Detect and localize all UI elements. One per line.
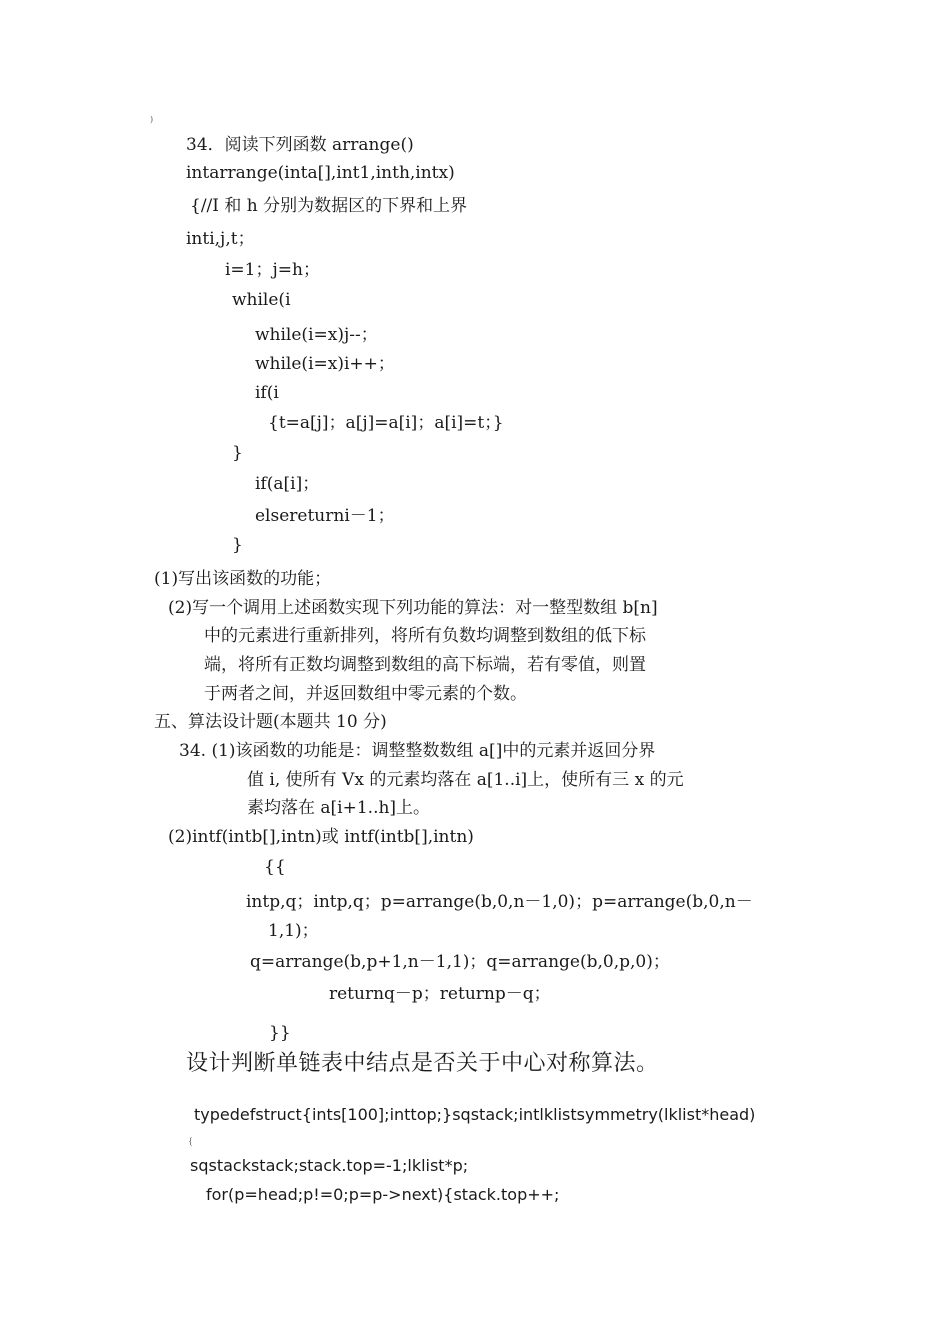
code-line: returnq－p；returnp－q； <box>329 984 551 1004</box>
code-line: } <box>232 443 243 463</box>
answer-2-signature: (2)intf(intb[],intn)或 intf(intb[],intn) <box>168 827 474 847</box>
code-line: } <box>232 535 243 555</box>
design-question-title: 设计判断单链表中结点是否关于中心对称算法。 <box>186 1051 659 1076</box>
code-line: elsereturni－1； <box>255 506 395 526</box>
question-34-title: 34．阅读下列函数 arrange() <box>186 135 414 155</box>
section-heading: 五、算法设计题(本题共 10 分) <box>154 712 387 732</box>
sub-question-1: (1)写出该函数的功能； <box>154 569 332 589</box>
code-line: sqstackstack;stack.top=-1;lklist*p; <box>190 1156 469 1175</box>
code-line: 1,1)； <box>268 921 319 941</box>
margin-mark: { <box>188 1137 194 1146</box>
code-line: inti,j,t； <box>186 229 255 249</box>
answer-34: 值 i, 使所有 Vx 的元素均落在 a[1..i]上，使所有三 x 的元 <box>247 770 684 790</box>
sub-question-2: 端，将所有正数均调整到数组的高下标端，若有零值，则置 <box>204 655 646 675</box>
code-line: typedefstruct{ints[100];inttop;}sqstack;intlklistsymmetry(lklist*head) <box>194 1105 756 1124</box>
answer-34: 素均落在 a[i+1..h]上。 <box>247 798 431 818</box>
code-line: i=1；j=h； <box>225 260 320 280</box>
code-line: if(a[i]； <box>255 474 320 494</box>
code-line: if(i <box>255 383 279 403</box>
code-line: while(i=x)i++； <box>255 354 395 374</box>
margin-mark: ) <box>150 115 154 124</box>
sub-question-2: 于两者之间，并返回数组中零元素的个数。 <box>204 684 527 704</box>
answer-34: 34. (1)该函数的功能是：调整整数数组 a[]中的元素并返回分界 <box>179 741 656 761</box>
sub-question-2: 中的元素进行重新排列，将所有负数均调整到数组的低下标 <box>204 626 646 646</box>
code-line: for(p=head;p!=0;p=p->next){stack.top++; <box>206 1185 560 1204</box>
sub-question-2: (2)写一个调用上述函数实现下列功能的算法：对一整型数组 b[n] <box>168 598 658 618</box>
code-line: intp,q；intp,q；p=arrange(b,0,n－1,0)；p=arrange(b,0,n－ <box>246 892 753 912</box>
code-line: }} <box>269 1023 291 1043</box>
code-line: {{ <box>264 857 286 877</box>
code-line: {//I 和 h 分别为数据区的下界和上界 <box>190 196 468 216</box>
code-line: intarrange(inta[],int1,inth,intx) <box>186 163 455 183</box>
code-line: q=arrange(b,p+1,n－1,1)；q=arrange(b,0,p,0)； <box>250 952 670 972</box>
code-line: while(i=x)j--； <box>255 325 378 345</box>
code-line: {t=a[j]；a[j]=a[i]；a[i]=t；} <box>268 413 504 433</box>
code-line: while(i <box>232 290 291 310</box>
